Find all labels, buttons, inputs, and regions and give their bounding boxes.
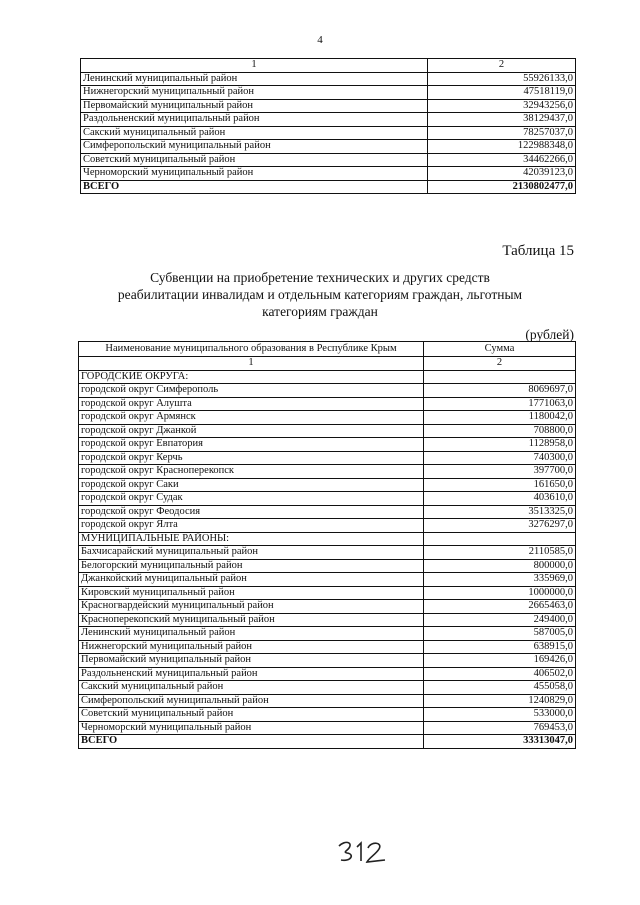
table-row <box>79 681 576 695</box>
total-value: 2130802477,0 <box>428 180 576 194</box>
table-row <box>79 519 576 533</box>
row-name: Сакский муниципальный район <box>79 681 424 695</box>
row-name: городской округ Феодосия <box>79 505 424 519</box>
row-name: городской округ Джанкой <box>79 424 424 438</box>
table-row <box>81 126 576 140</box>
table-row <box>81 72 576 86</box>
table-row <box>79 424 576 438</box>
table-row <box>79 640 576 654</box>
row-name: городской округ Судак <box>79 492 424 506</box>
row-value: 249400,0 <box>424 613 576 627</box>
page-number: 4 <box>317 34 323 46</box>
table-row <box>79 384 576 398</box>
table-row <box>79 465 576 479</box>
row-value: 397700,0 <box>424 465 576 479</box>
table-row <box>79 586 576 600</box>
table-number-label: Таблица 15 <box>502 243 574 259</box>
row-name: городской округ Армянск <box>79 411 424 425</box>
column-number-1: 1 <box>81 59 428 73</box>
row-name: Советский муниципальный район <box>81 153 428 167</box>
row-value: 587005,0 <box>424 627 576 641</box>
row-value: 335969,0 <box>424 573 576 587</box>
row-name: городской округ Саки <box>79 478 424 492</box>
row-value: 38129437,0 <box>428 113 576 127</box>
table-row <box>79 600 576 614</box>
total-row <box>81 180 576 194</box>
table-row <box>81 99 576 113</box>
row-value: 1240829,0 <box>424 694 576 708</box>
table-title <box>60 269 580 320</box>
table-row <box>79 397 576 411</box>
table-row <box>79 573 576 587</box>
row-value: 406502,0 <box>424 667 576 681</box>
table-row <box>79 438 576 452</box>
table-header-row <box>81 59 576 73</box>
handwritten-page-number <box>335 838 395 866</box>
row-name: Джанкойский муниципальный район <box>79 573 424 587</box>
table-row <box>79 654 576 668</box>
continuation-table <box>80 58 576 194</box>
row-name: Первомайский муниципальный район <box>79 654 424 668</box>
row-value: 1771063,0 <box>424 397 576 411</box>
row-name: Ленинский муниципальный район <box>81 72 428 86</box>
row-value: 3276297,0 <box>424 519 576 533</box>
table-row <box>81 153 576 167</box>
row-name: Ленинский муниципальный район <box>79 627 424 641</box>
row-name: Советский муниципальный район <box>79 708 424 722</box>
row-value: 2665463,0 <box>424 600 576 614</box>
row-value: 1128958,0 <box>424 438 576 452</box>
row-name: городской округ Симферополь <box>79 384 424 398</box>
empty-cell <box>424 532 576 546</box>
table-row <box>79 708 576 722</box>
row-name: городской округ Алушта <box>79 397 424 411</box>
row-name: городской округ Ялта <box>79 519 424 533</box>
table-row <box>79 478 576 492</box>
row-value: 1000000,0 <box>424 586 576 600</box>
row-name: Раздольненский муниципальный район <box>79 667 424 681</box>
column-number-2: 2 <box>424 357 576 371</box>
row-value: 161650,0 <box>424 478 576 492</box>
row-value: 32943256,0 <box>428 99 576 113</box>
title-line: Субвенции на приобретение технических и других средств <box>150 270 490 285</box>
row-name: Нижнегорский муниципальный район <box>79 640 424 654</box>
table-row <box>79 505 576 519</box>
row-value: 2110585,0 <box>424 546 576 560</box>
row-value: 55926133,0 <box>428 72 576 86</box>
table-row <box>79 559 576 573</box>
row-value: 533000,0 <box>424 708 576 722</box>
row-name: Черноморский муниципальный район <box>79 721 424 735</box>
section-heading: ГОРОДСКИЕ ОКРУГА: <box>79 370 424 384</box>
row-value: 769453,0 <box>424 721 576 735</box>
table-row <box>81 113 576 127</box>
empty-cell <box>424 370 576 384</box>
row-name: городской округ Керчь <box>79 451 424 465</box>
row-value: 47518119,0 <box>428 86 576 100</box>
row-name: Первомайский муниципальный район <box>81 99 428 113</box>
row-value: 3513325,0 <box>424 505 576 519</box>
row-name: Красногвардейский муниципальный район <box>79 600 424 614</box>
section-row <box>79 370 576 384</box>
unit-label: (рублей) <box>525 327 574 342</box>
row-value: 708800,0 <box>424 424 576 438</box>
column-number-row <box>79 357 576 371</box>
row-value: 1180042,0 <box>424 411 576 425</box>
row-name: Нижнегорский муниципальный район <box>81 86 428 100</box>
row-value: 403610,0 <box>424 492 576 506</box>
table-row <box>79 546 576 560</box>
row-value: 34462266,0 <box>428 153 576 167</box>
table-row <box>79 451 576 465</box>
total-label: ВСЕГО <box>81 180 428 194</box>
row-value: 169426,0 <box>424 654 576 668</box>
row-value: 800000,0 <box>424 559 576 573</box>
header-sum: Сумма <box>424 342 576 357</box>
total-row <box>79 735 576 749</box>
row-name: Сакский муниципальный район <box>81 126 428 140</box>
table-row <box>79 667 576 681</box>
row-name: городской округ Красноперекопск <box>79 465 424 479</box>
row-value: 740300,0 <box>424 451 576 465</box>
table-header-row <box>79 342 576 357</box>
table-row <box>81 167 576 181</box>
row-value: 8069697,0 <box>424 384 576 398</box>
table-row <box>79 694 576 708</box>
table-row <box>79 613 576 627</box>
section-heading: МУНИЦИПАЛЬНЫЕ РАЙОНЫ: <box>79 532 424 546</box>
row-value: 455058,0 <box>424 681 576 695</box>
subventions-table <box>78 341 576 749</box>
row-name: Бахчисарайский муниципальный район <box>79 546 424 560</box>
row-name: Симферопольский муниципальный район <box>79 694 424 708</box>
table-row <box>81 140 576 154</box>
table-row <box>79 721 576 735</box>
total-label: ВСЕГО <box>79 735 424 749</box>
table-row <box>79 627 576 641</box>
row-name: Кировский муниципальный район <box>79 586 424 600</box>
row-value: 78257037,0 <box>428 126 576 140</box>
row-name: Белогорский муниципальный район <box>79 559 424 573</box>
row-name: Черноморский муниципальный район <box>81 167 428 181</box>
total-value: 33313047,0 <box>424 735 576 749</box>
row-name: Симферопольский муниципальный район <box>81 140 428 154</box>
table-row <box>81 86 576 100</box>
row-value: 122988348,0 <box>428 140 576 154</box>
header-name: Наименование муниципального образования в Республике Крым <box>79 342 424 357</box>
row-value: 638915,0 <box>424 640 576 654</box>
title-line: категориям граждан <box>262 304 378 319</box>
section-row <box>79 532 576 546</box>
column-number-1: 1 <box>79 357 424 371</box>
row-name: городской округ Евпатория <box>79 438 424 452</box>
row-name: Раздольненский муниципальный район <box>81 113 428 127</box>
table-row <box>79 411 576 425</box>
title-line: реабилитации инвалидам и отдельным категориям граждан, льготным <box>117 287 523 302</box>
table-row <box>79 492 576 506</box>
row-name: Красноперекопский муниципальный район <box>79 613 424 627</box>
column-number-2: 2 <box>428 59 576 73</box>
row-value: 42039123,0 <box>428 167 576 181</box>
